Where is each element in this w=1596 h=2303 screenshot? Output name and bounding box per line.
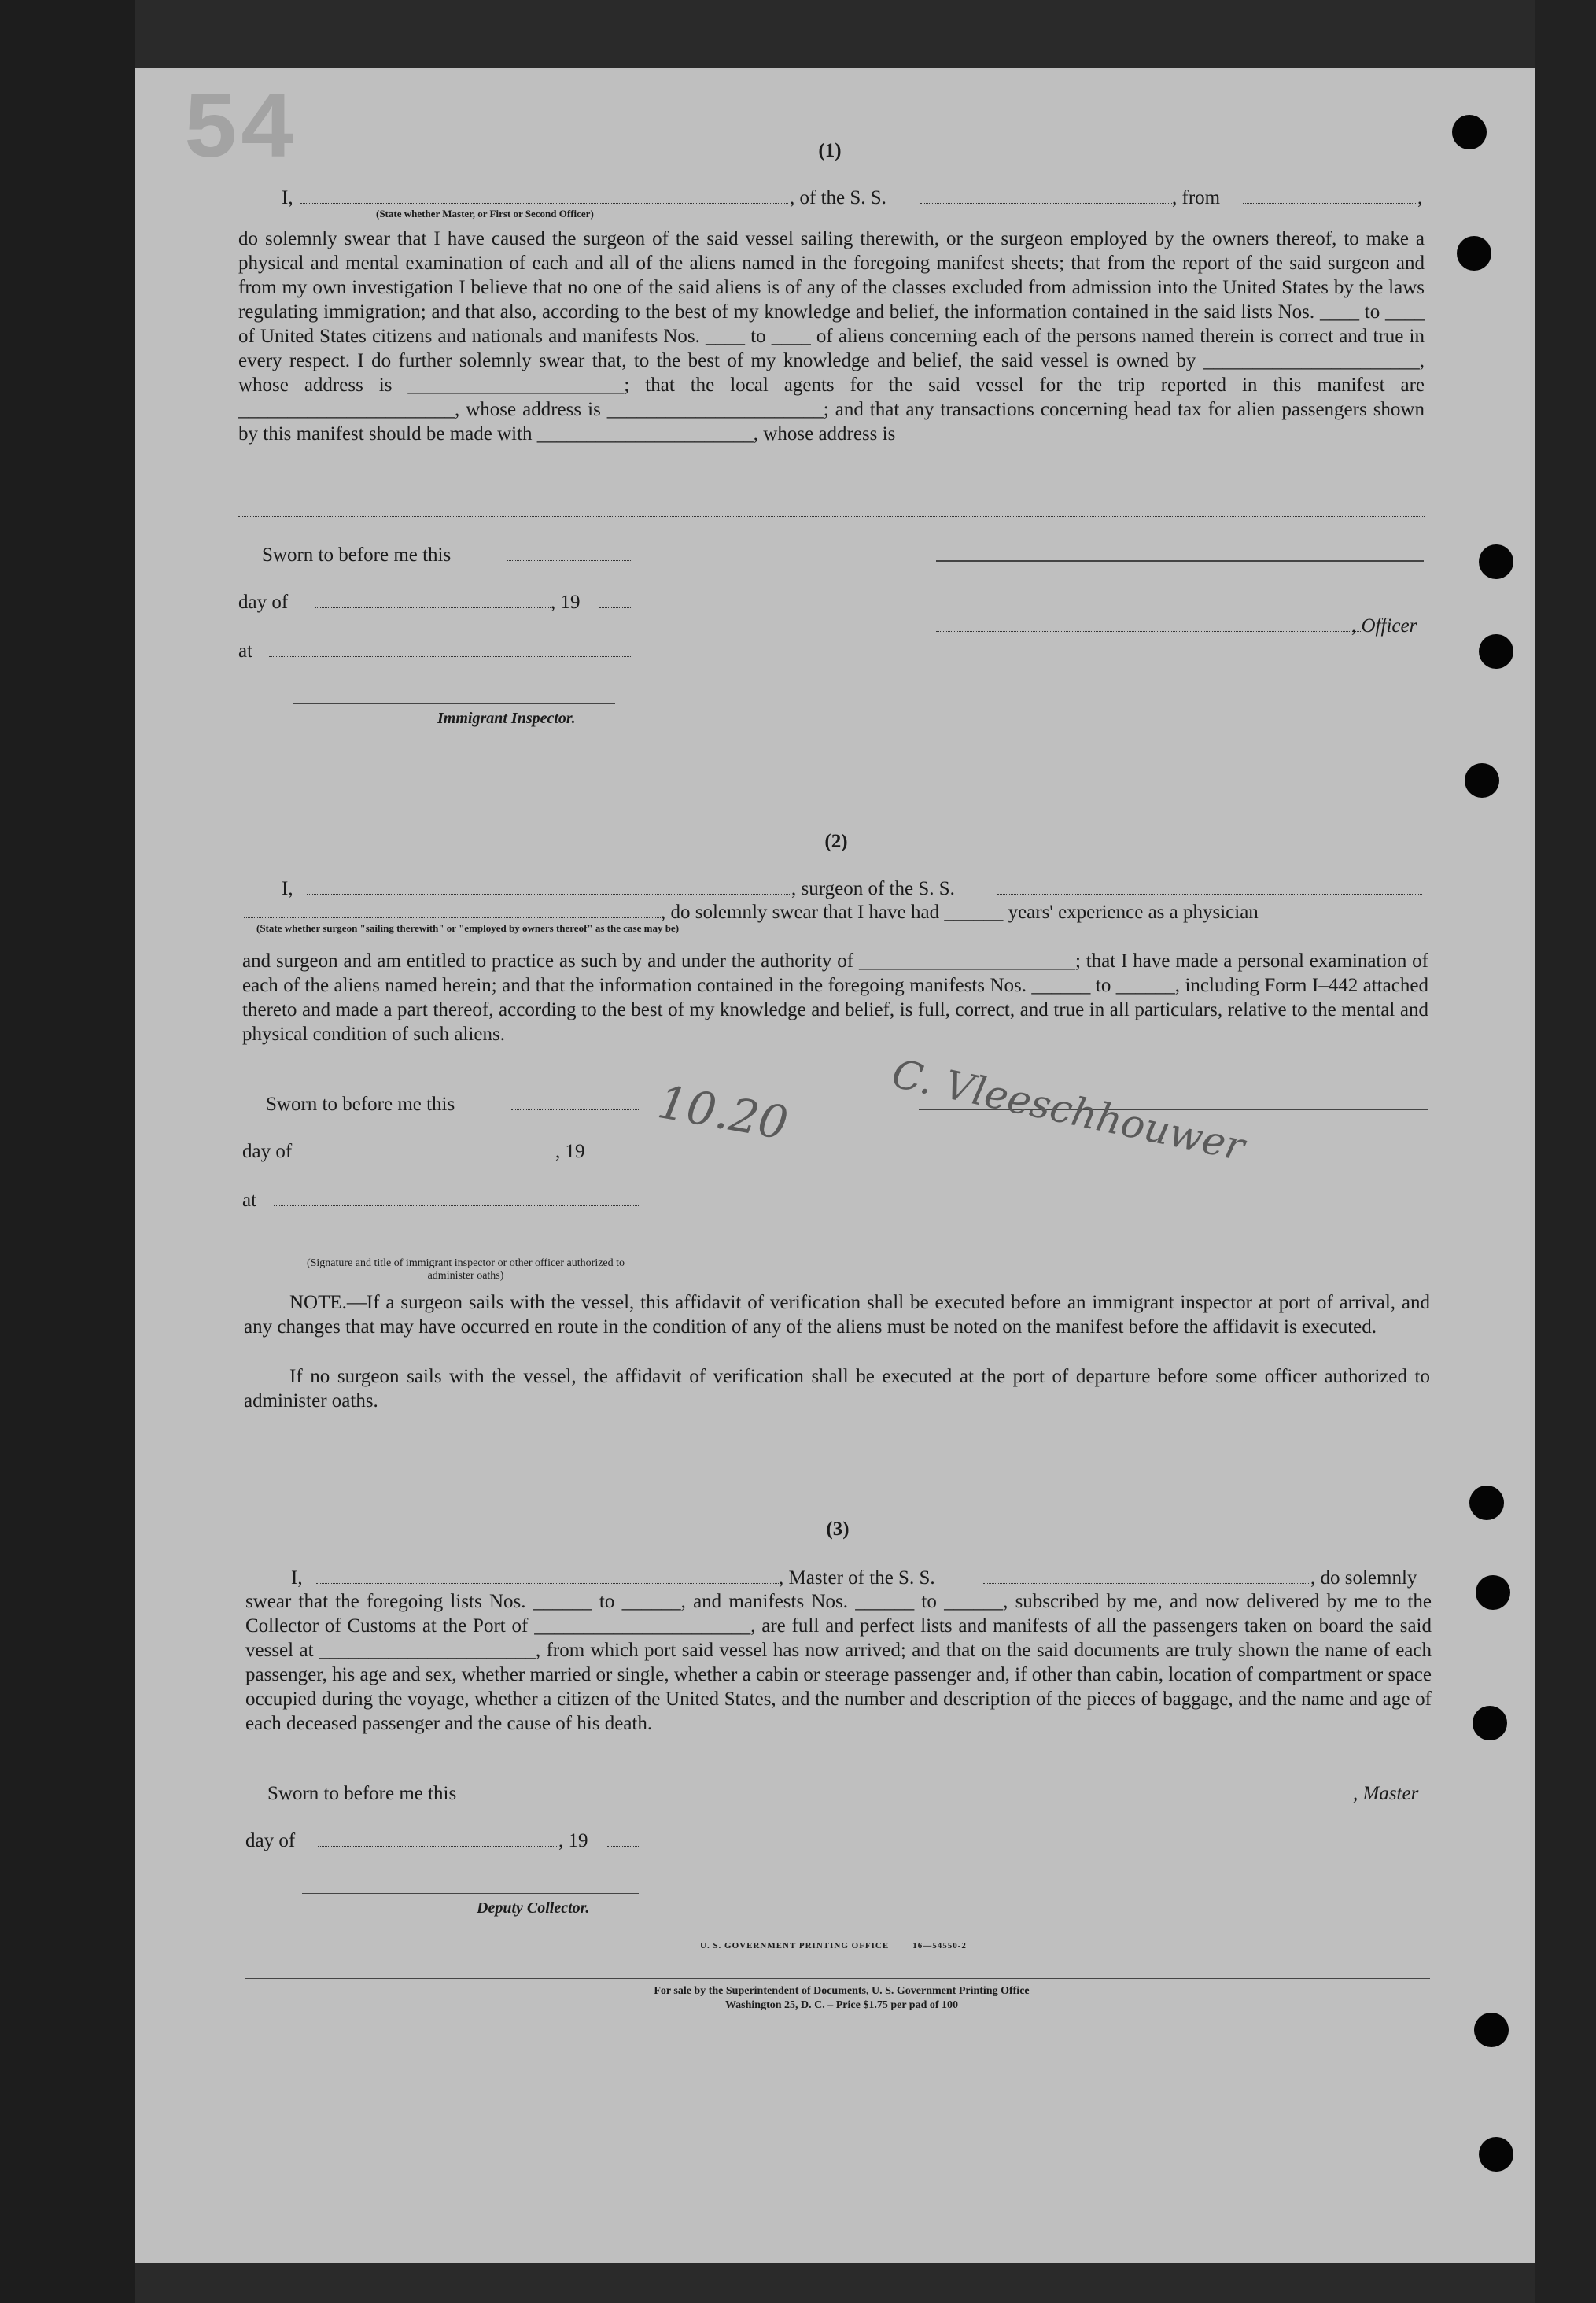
from-label: , from bbox=[1172, 187, 1221, 209]
punch-hole bbox=[1474, 2013, 1509, 2047]
from-port-field[interactable] bbox=[1243, 203, 1417, 204]
experience-line: , do solemnly swear that I have had ______ years' experience as a physician bbox=[661, 902, 1259, 923]
officer-name-field[interactable] bbox=[936, 631, 1361, 632]
at-place-field-2[interactable] bbox=[274, 1205, 639, 1206]
of-the-ss-label: , of the S. S. bbox=[790, 187, 886, 209]
master-name-field[interactable] bbox=[316, 1583, 779, 1584]
punch-hole bbox=[1479, 634, 1513, 669]
deputy-collector-signature-line[interactable] bbox=[302, 1893, 639, 1894]
vessel-name-field[interactable] bbox=[920, 203, 1172, 204]
day-of-label: day of bbox=[238, 592, 289, 613]
punch-hole bbox=[1473, 1706, 1507, 1740]
officer-title-field[interactable] bbox=[300, 203, 788, 204]
day-of-label-3: day of bbox=[245, 1830, 296, 1851]
at-label-2: at bbox=[242, 1190, 257, 1211]
officer-label: , Officer bbox=[1351, 615, 1417, 637]
time-handwriting: 10.20 bbox=[654, 1075, 792, 1150]
officer-signature-line[interactable] bbox=[936, 560, 1424, 562]
section-2-heading: (2) bbox=[824, 831, 848, 852]
surgeon-name-field[interactable] bbox=[307, 894, 791, 895]
section-1-oath-body: do solemnly swear that I have caused the surgeon of the said vessel sailing therewith, or the surgeon employed by the owners thereof, to make a physical and mental examination of each and all of the aliens named in the foregoing manifest sheets; that from the report of the said surgeon and from my own investigation I believe that no one of the said aliens is of any of the classes excluded from admission into the United States by the laws regulating immigration; and that also, according to the best of my knowledge and belief, the information contained in the said lists Nos. ____ to ____ of United States citizens and nationals and manifests Nos. ____ to ____ of aliens concerning each of the persons named therein is correct and true in every respect. I do further solemnly swear that, to the best of my knowledge and belief, the said vessel is owned by ______________________, whose address is ______________________; that the local agents for the said vessel for the trip reported in this manifest are ______________________, whose address is ______________________; and that any transactions concerning head tax for alien passengers shown by this manifest should be made with ______________________, whose address is bbox=[238, 228, 1425, 445]
section-1-i: I, bbox=[282, 187, 293, 209]
surgeon-signature-handwriting: C. Vleeschhouwer bbox=[887, 1050, 1249, 1170]
punch-hole bbox=[1479, 544, 1513, 579]
surgeon-of-label: , surgeon of the S. S. bbox=[791, 878, 955, 899]
punch-hole bbox=[1476, 1575, 1510, 1610]
sworn-date-field[interactable] bbox=[507, 560, 632, 561]
day-of-label-2: day of bbox=[242, 1141, 293, 1162]
master-vessel-field[interactable] bbox=[983, 1583, 1310, 1584]
at-place-field[interactable] bbox=[269, 656, 632, 657]
section-2-i: I, bbox=[282, 878, 293, 899]
punch-hole bbox=[1457, 236, 1491, 271]
master-label: , Master bbox=[1353, 1783, 1419, 1804]
master-of-ss-label: , Master of the S. S. bbox=[779, 1567, 935, 1589]
note-no-surgeon: If no surgeon sails with the vessel, the affidavit of verification shall be executed at the port of departure before some officer authorized to administer oaths. bbox=[244, 1366, 1430, 1412]
year-label: , 19 bbox=[551, 592, 581, 613]
year-label-2: , 19 bbox=[555, 1141, 585, 1162]
punch-hole bbox=[1479, 2137, 1513, 2172]
punch-hole bbox=[1465, 763, 1499, 798]
inspector-signature-line[interactable] bbox=[293, 703, 615, 704]
section-3-i: I, bbox=[291, 1567, 303, 1589]
surgeon-type-field[interactable] bbox=[244, 917, 661, 918]
do-solemnly-label: , do solemnly bbox=[1310, 1567, 1417, 1589]
surgeon-vessel-field[interactable] bbox=[997, 894, 1422, 895]
deputy-collector-label: Deputy Collector. bbox=[477, 1899, 590, 1917]
sale-notice-line-1: For sale by the Superintendent of Documents, U. S. Government Printing Office bbox=[654, 1985, 1030, 1997]
officer-hint: (State whether Master, or First or Second Officer) bbox=[376, 208, 594, 220]
at-label: at bbox=[238, 640, 253, 662]
section-1-heading: (1) bbox=[818, 140, 842, 161]
section-3-heading: (3) bbox=[826, 1519, 850, 1540]
sale-notice-line-2: Washington 25, D. C. – Price $1.75 per pad of 100 bbox=[724, 1999, 959, 2011]
year-label-3: , 19 bbox=[558, 1830, 588, 1851]
sworn-label-3: Sworn to before me this bbox=[267, 1783, 457, 1804]
scan-left-edge bbox=[0, 0, 135, 2303]
note-surgeon-sails: NOTE.—If a surgeon sails with the vessel, this affidavit of verification shall be executed before an immigrant inspector at port of arrival, and any changes that may have occurred en route in the condition of any of the aliens must be noted on the manifest before the affidavit is executed. bbox=[244, 1292, 1430, 1338]
day-of-field-3[interactable] bbox=[318, 1846, 558, 1847]
sworn-date-field-2[interactable] bbox=[511, 1109, 639, 1110]
year-field-3[interactable] bbox=[607, 1846, 640, 1847]
punch-hole bbox=[1452, 115, 1487, 149]
footer-rule bbox=[245, 1978, 1430, 1979]
year-field[interactable] bbox=[599, 607, 632, 608]
scan-right-edge bbox=[1535, 0, 1596, 2303]
bleed-through-stamp: 54 bbox=[182, 79, 297, 186]
sworn-label: Sworn to before me this bbox=[262, 544, 452, 566]
sworn-label-2: Sworn to before me this bbox=[266, 1094, 455, 1115]
day-of-field[interactable] bbox=[315, 607, 551, 608]
section-2-oath-body: and surgeon and am entitled to practice as such by and under the authority of ______________________; that I have made a personal examination of each of the aliens named herein; and that the information contained in the foregoing manifests Nos. ______ to ______, including Form I–442 attached thereto and made a part thereof, according to the best of my knowledge and belief, is full, correct, and true in all particulars, relative to the mental and physical condition of such aliens. bbox=[242, 950, 1428, 1045]
gpo-imprint: U. S. GOVERNMENT PRINTING OFFICE 16—54550-2 bbox=[700, 1941, 967, 1951]
comma: , bbox=[1417, 187, 1423, 209]
signature-hint: (Signature and title of immigrant inspector or other officer authorized to administer oaths) bbox=[306, 1257, 625, 1282]
section-3-oath-body: swear that the foregoing lists Nos. ______ to ______, and manifests Nos. ______ to ______, subscribed by me, and now delivered by me to the Collector of Customs at the Port of ______________________, are full and perfect lists and manifests of all the passengers taken on board the said vessel at ______________________, from which port said vessel has now arrived; and that on the said documents are truly shown the name of each passenger, his age and sex, whether married or single, whether a cabin or steerage passenger and, if other than cabin, location of compartment or space occupied during the voyage, whether a citizen of the United States, and the number and description of the pieces of baggage, and the name and age of each deceased passenger and the cause of his death. bbox=[245, 1591, 1432, 1734]
immigrant-inspector-label: Immigrant Inspector. bbox=[437, 710, 576, 727]
punch-hole bbox=[1469, 1486, 1504, 1520]
surgeon-hint: (State whether surgeon "sailing therewith" or "employed by owners thereof" as the case may be) bbox=[256, 922, 680, 934]
address-continuation-line[interactable] bbox=[238, 516, 1425, 517]
